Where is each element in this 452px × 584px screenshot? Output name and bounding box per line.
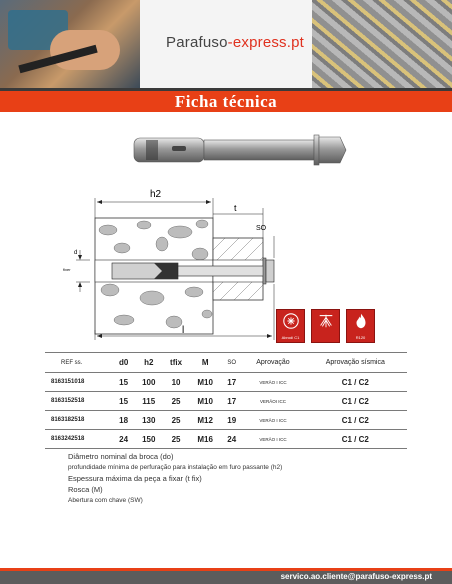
title-bar (0, 88, 452, 112)
cell-d0: 24 (113, 430, 135, 449)
logo-accent: -express.pt (227, 34, 305, 51)
legend (68, 451, 282, 506)
col-d0: d0 (113, 353, 135, 373)
logo-main: Parafuso (166, 34, 228, 51)
certification-badges (276, 309, 375, 343)
page-title: Ficha técnica (174, 91, 278, 111)
cell-d0: 18 (113, 411, 135, 430)
page-header (0, 0, 452, 88)
cell-ref: 8163151018 (45, 373, 113, 392)
table-row (45, 430, 407, 449)
col-m: M (189, 353, 221, 373)
col-ref: REF ss. (45, 353, 113, 373)
anchor-bolt-image (128, 126, 353, 176)
cell-tfix: 25 (163, 430, 189, 449)
legend-line: Rosca (M) (68, 485, 103, 494)
dim-h2: h2 (150, 189, 162, 200)
technical-drawing (62, 180, 288, 350)
cell-d0: 15 (113, 373, 135, 392)
table-header-row (45, 353, 407, 373)
legend-line: profundidade mínima de perfuração para instalação em furo passante (h2) (68, 464, 283, 471)
cell-h2: 130 (135, 411, 163, 430)
workshop-photo (0, 0, 140, 88)
table-row (45, 373, 407, 392)
cell-m: M16 (189, 430, 221, 449)
cell-ref: 8163182518 (45, 411, 113, 430)
col-so: SO (221, 353, 242, 373)
cell-so: 17 (221, 373, 242, 392)
flame-cert-icon (346, 309, 375, 343)
cert-caption: R120 (355, 335, 366, 340)
table-row (45, 411, 407, 430)
cell-sismica: C1 / C2 (304, 373, 407, 392)
spec-table (45, 352, 407, 449)
dim-so: SO (256, 225, 267, 232)
cell-tfix: 25 (163, 392, 189, 411)
cert-caption: Abrodi C1 (281, 335, 300, 340)
cell-h2: 115 (135, 392, 163, 411)
cell-aprovacao: VERÃO I ICC (242, 373, 303, 392)
seismic-cert-icon (311, 309, 340, 343)
cell-tfix: 25 (163, 411, 189, 430)
cell-m: M10 (189, 392, 221, 411)
customer-service-email[interactable]: servico.ao.cliente@parafuso-express.pt (280, 572, 432, 581)
cell-so: 24 (221, 430, 242, 449)
brand-logo[interactable] (166, 34, 304, 51)
col-h2: h2 (135, 353, 163, 373)
col-aprovacao-sismica: Aprovação sísmica (304, 353, 407, 373)
hex-head (266, 260, 274, 282)
page-footer (0, 568, 452, 584)
dim-l: l (182, 325, 185, 336)
cell-ref: 8163152518 (45, 392, 113, 411)
legend-line: Abertura com chave (SW) (68, 497, 143, 504)
cell-so: 19 (221, 411, 242, 430)
cell-sismica: C1 / C2 (304, 392, 407, 411)
cell-h2: 150 (135, 430, 163, 449)
cell-d0: 15 (113, 392, 135, 411)
cell-so: 17 (221, 392, 242, 411)
cell-sismica: C1 / C2 (304, 430, 407, 449)
col-aprovacao: Aprovação (242, 353, 303, 373)
cell-sismica: C1 / C2 (304, 411, 407, 430)
cell-m: M12 (189, 411, 221, 430)
screws-photo (312, 0, 452, 88)
cell-aprovacao: VERÃOI ICC (242, 392, 303, 411)
anchor-bolt (178, 266, 268, 276)
legend-line: Espessura máxima da peça a fixar (t fix) (68, 474, 202, 483)
dim-d: d (74, 250, 78, 256)
cell-m: M10 (189, 373, 221, 392)
cell-ref: 8163242518 (45, 430, 113, 449)
table-row (45, 392, 407, 411)
col-tfix: tfix (163, 353, 189, 373)
cell-tfix: 10 (163, 373, 189, 392)
dim-fixer: fixer (63, 267, 71, 272)
cell-aprovacao: VERÃO I ICC (242, 430, 303, 449)
cell-h2: 100 (135, 373, 163, 392)
legend-line: Diâmetro nominal da broca (do) (68, 452, 174, 461)
dim-t: t (234, 203, 237, 213)
fire-cert-icon (276, 309, 305, 343)
cell-aprovacao: VERÃO I ICC (242, 411, 303, 430)
